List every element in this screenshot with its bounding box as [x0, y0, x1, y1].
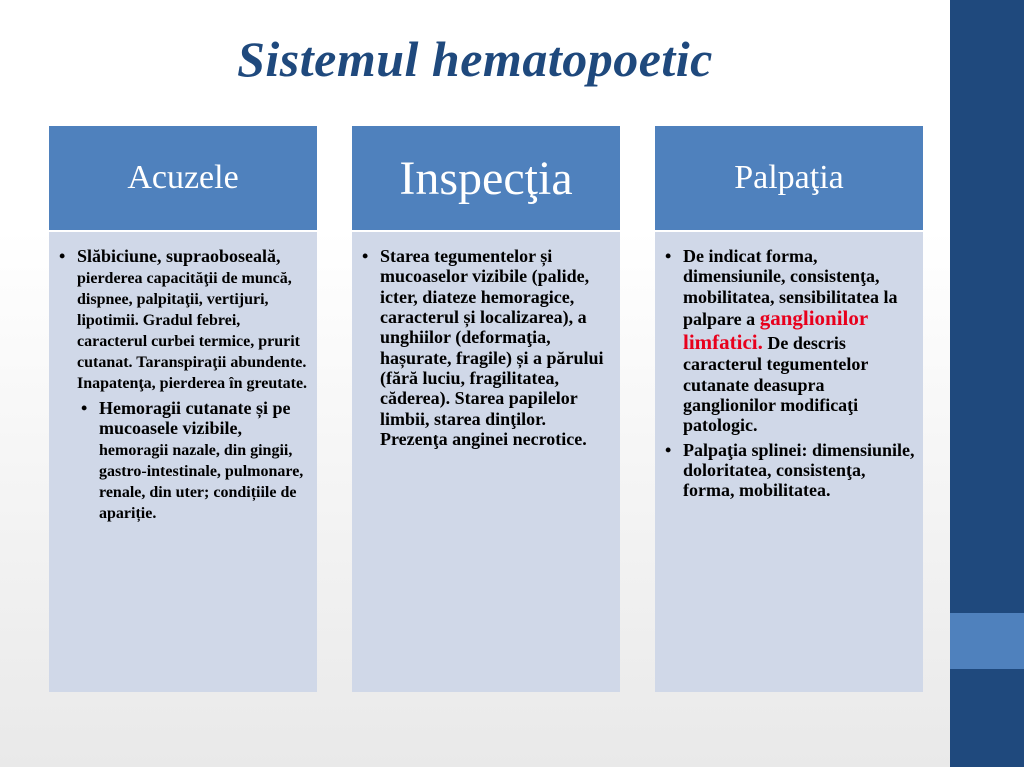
body-inspectia — [352, 232, 620, 692]
inspectia-list — [360, 246, 612, 449]
list-item: • De indicat forma, dimensiunile, consistenţa, mobilitatea, sensibilitatea la palpare a ganglionilor limfatici. De descris caracterul tegumentelor cutanate deasupra ganglionilor modificaţi patologic. — [663, 246, 915, 436]
list-item: • Starea tegumentelor și mucoaselor vizibile (palide, icter, diateze hemoragice, caracterul și localizarea), a unghiilor (deformaţia, hașurate, fragile) și a părului (fără luciu, fragilitatea, căderea). Starea papilelor limbii, starea dinţilor. Prezenţa anginei necrotice. — [360, 246, 612, 449]
acuzele-sublist — [57, 398, 309, 524]
body-palpatia — [655, 232, 923, 692]
list-item: • Slăbiciune, supraoboseală, pierderea capacităţii de muncă, dispnee, palpitaţii, vertijuri, lipotimii. Gradul febrei, caracterul curbei termice, prurit cutanat. Taranspiraţii abundente. Inapatenţa, pierderea în greutate. — [57, 246, 309, 394]
list-item: • Palpaţia splinei: dimensiunile, doloritatea, consistenţa, forma, mobilitatea. — [663, 440, 915, 501]
slide-title: Sistemul hematopoetic — [237, 31, 713, 87]
side-band-accent — [950, 613, 1024, 669]
acuzele-list — [57, 246, 309, 394]
header-inspectia — [352, 126, 620, 230]
header-palpatia-label: Palpaţia — [734, 159, 844, 196]
header-acuzele — [49, 126, 317, 230]
palpatia-list — [663, 246, 915, 501]
highlight-ganglioni: ganglionilor limfatici. — [683, 305, 868, 354]
header-inspectia-label: Inspecţia — [399, 151, 573, 205]
header-palpatia — [655, 126, 923, 230]
header-acuzele-label: Acuzele — [127, 159, 239, 196]
list-item: • Hemoragii cutanate și pe mucoasele vizibile, hemoragii nazale, din gingii, gastro-intestinale, pulmonare, renale, din uter; condițiile de apariție. — [79, 398, 309, 524]
body-acuzele — [49, 232, 317, 692]
